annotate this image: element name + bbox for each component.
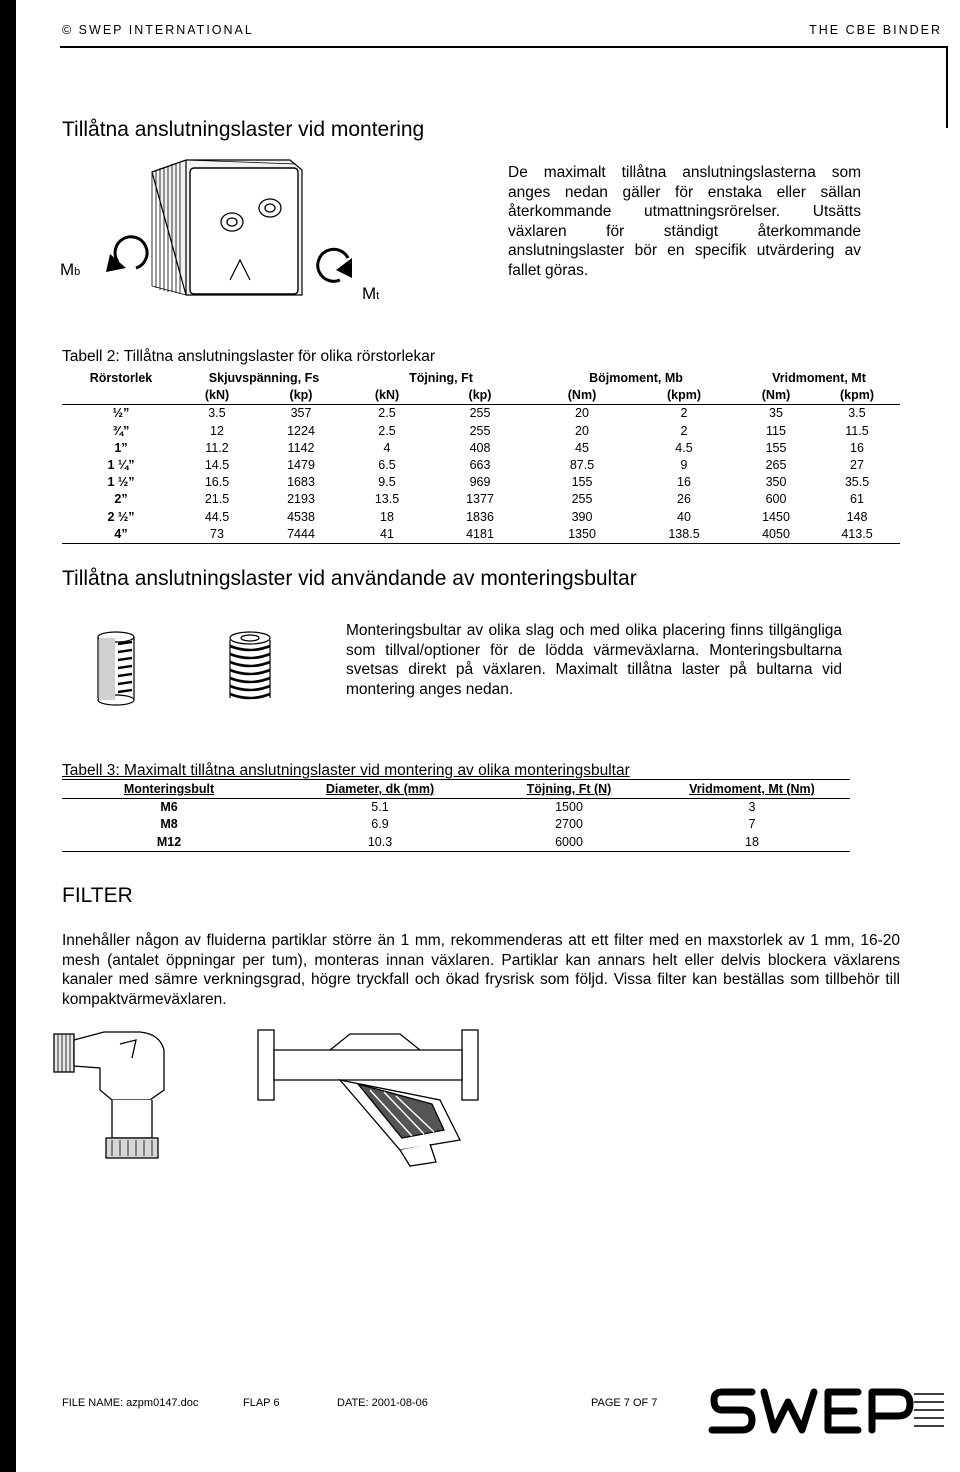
table3-body	[62, 799, 850, 852]
table-header-cell: Töjning, Ft	[409, 371, 473, 385]
table-cell: 1450	[762, 509, 790, 524]
table-cell: 138.5	[630, 526, 738, 544]
section-title-mounting-bolts: Tillåtna anslutningslaster vid användande av monteringsbultar	[62, 567, 637, 590]
table-row	[62, 491, 900, 508]
table-cell: 255	[469, 423, 491, 438]
table-cell: 9	[680, 458, 688, 473]
table-header-cell: Diameter, dk (mm)	[276, 781, 484, 799]
table-cell: 413.5	[814, 526, 900, 544]
pipe-size-cell: 4”	[62, 526, 180, 544]
footer-flap: FLAP 6	[243, 1397, 280, 1409]
table-header-cell: Rörstorlek	[89, 371, 153, 385]
pipe-size-cell: ¾”	[112, 423, 130, 438]
pipe-size-cell: 2 ½”	[107, 509, 135, 524]
table-cell: 9.5	[378, 475, 396, 490]
table-cell: 155	[571, 475, 593, 490]
table-cell: 663	[469, 458, 491, 473]
table-cell: 1479	[287, 458, 315, 473]
table-row	[62, 509, 900, 526]
table-unit-cell: (Nm)	[534, 387, 630, 405]
table-cell: 11.2	[205, 440, 229, 455]
table-unit-cell: (kp)	[254, 387, 348, 405]
swep-logo	[708, 1382, 948, 1442]
table-row	[62, 834, 850, 852]
table-cell: 115	[766, 423, 786, 438]
table-unit-cell: (Nm)	[738, 387, 814, 405]
bolt-size-cell: M6	[160, 800, 178, 815]
table-cell: 14.5	[204, 458, 230, 473]
mounting-bolts-paragraph: Monteringsbultar av olika slag och med olika placering finns tillgängliga som tillval/optioner för de lödda värmeväxlarna. Monteringsbultarna svetsas direkt på växlaren. Maximalt tillåtna laster på bultarna vid montering anges nedan.	[346, 622, 842, 698]
table-row	[62, 423, 900, 440]
table-row	[62, 474, 900, 491]
table3-top-rule	[62, 779, 850, 780]
table-cell: 2193	[287, 492, 315, 507]
table-cell: 2.5	[378, 406, 396, 421]
table-cell: 1377	[466, 492, 494, 507]
filter-paragraph: Innehåller någon av fluiderna partiklar större än 1 mm, rekommenderas att ett filter med en maxstorlek av 1 mm, 16-20 mesh (antalet öppningar per tum), monteras innan växlaren. Partiklar kan annars helt eller delvis blockera växlarens kanaler med sämre verkningsgrad, högre tryckfall och ökad frysrisk som följd. Vissa filter kan beställas som tillbehör till kompaktvärmeväxlaren.	[62, 932, 900, 1008]
table-cell: 155	[765, 440, 787, 455]
table-cell: 87.5	[569, 458, 595, 473]
table-cell: 18	[654, 834, 850, 852]
table-cell: 1683	[287, 475, 315, 490]
table-cell: 61	[850, 492, 864, 507]
table-cell: 6.9	[371, 817, 389, 832]
mounting-loads-paragraph: De maximalt tillåtna anslutningslasterna som anges nedan gäller för enstaka eller sällan återkommande utmattningsrörelser. Utsätts växlaren för ständigt återkommande anslutningslaster bör en specifik utvärdering av fallet göras.	[508, 164, 861, 279]
table-unit-cell: (kN)	[180, 387, 254, 405]
bolt-size-cell: M12	[62, 834, 276, 852]
table-unit-cell: (kN)	[348, 387, 426, 405]
table-row	[62, 405, 900, 423]
footer-file-name: FILE NAME: azpm0147.doc	[62, 1397, 199, 1409]
table-header-cell: Monteringsbult	[62, 781, 276, 799]
table-cell: 20	[575, 423, 589, 438]
pipe-size-cell: 1 ½”	[107, 475, 135, 490]
table-cell: 6.5	[378, 458, 396, 473]
table-header-row	[62, 370, 900, 387]
table-cell: 6000	[484, 834, 654, 852]
table-cell: 2.5	[378, 423, 396, 438]
mounting-bolt-load-table	[62, 781, 850, 852]
table-row	[62, 816, 850, 833]
table-cell: 357	[290, 406, 312, 421]
table-cell: 40	[677, 509, 691, 524]
table-header-cell: Vridmoment, Mt (Nm)	[654, 781, 850, 799]
bolt-size-cell: M8	[160, 817, 178, 832]
table-cell: 600	[765, 492, 787, 507]
table2-body	[62, 405, 900, 544]
section-title-filter: FILTER	[62, 884, 133, 907]
table-cell: 35.5	[844, 475, 870, 490]
table-cell: 26	[677, 492, 691, 507]
table-row	[62, 440, 900, 457]
table-header-cell: Böjmoment, Mb	[589, 371, 683, 385]
table-cell: 11.5	[845, 423, 869, 438]
table-row	[62, 526, 900, 544]
header-right: THE CBE BINDER	[809, 23, 942, 37]
table-row	[62, 799, 850, 817]
table-cell: 1350	[534, 526, 630, 544]
table-cell: 350	[765, 475, 787, 490]
right-edge-mark	[946, 46, 948, 128]
table-cell: 148	[846, 509, 868, 524]
table-cell: 18	[380, 509, 394, 524]
table-cell: 4	[383, 440, 391, 455]
pipe-size-cell: 1 ¼”	[107, 458, 135, 473]
table-header-cell: Töjning, Ft (N)	[484, 781, 654, 799]
table-cell: 73	[180, 526, 254, 544]
table-header-cell: Vridmoment, Mt	[772, 371, 866, 385]
table-cell: 2	[680, 406, 688, 421]
label-torsion-moment: Mt	[362, 284, 380, 303]
table-cell: 1836	[466, 509, 494, 524]
table-cell: 7	[748, 817, 756, 832]
table-cell: 27	[850, 458, 864, 473]
table-cell: 255	[571, 492, 593, 507]
table-cell: 4050	[738, 526, 814, 544]
table-unit-row	[62, 387, 900, 405]
table-cell: 45	[575, 440, 589, 455]
table-cell: 3.5	[208, 406, 226, 421]
table-header-row	[62, 781, 850, 799]
table-cell: 21.5	[204, 492, 230, 507]
table-cell: 41	[348, 526, 426, 544]
heat-exchanger-illustration	[90, 150, 370, 310]
table-cell: 44.5	[204, 509, 230, 524]
table2-caption: Tabell 2: Tillåtna anslutningslaster för olika rörstorlekar	[62, 348, 436, 365]
mounting-bolt-illustration	[88, 628, 308, 708]
table-unit-cell: (kpm)	[630, 387, 738, 405]
table-cell: 4538	[287, 509, 315, 524]
table-cell: 408	[469, 440, 491, 455]
table-cell: 255	[469, 406, 491, 421]
pipe-size-load-table	[62, 370, 900, 544]
table-cell: 16	[850, 440, 864, 455]
footer-date: DATE: 2001-08-06	[337, 1397, 428, 1409]
table-cell: 16	[677, 475, 691, 490]
section-title-mounting-loads: Tillåtna anslutningslaster vid montering	[62, 118, 425, 141]
table-cell: 1142	[287, 440, 315, 455]
table-cell: 969	[469, 475, 491, 490]
table-row	[62, 457, 900, 474]
footer-page: PAGE 7 OF 7	[591, 1397, 658, 1409]
label-bending-moment: Mb	[60, 260, 81, 279]
table-cell: 7444	[254, 526, 348, 544]
table-cell: 1500	[555, 800, 583, 815]
table3-caption: Tabell 3: Maximalt tillåtna anslutningslaster vid montering av olika monteringsbultar	[62, 762, 630, 779]
table-cell: 390	[571, 509, 593, 524]
table-cell: 3	[748, 800, 756, 815]
table-cell: 12	[210, 423, 224, 438]
pipe-size-cell: 1”	[114, 440, 128, 455]
filter-illustration	[40, 1020, 560, 1170]
table-cell: 4181	[426, 526, 534, 544]
table-cell: 3.5	[848, 406, 866, 421]
table-cell: 1224	[287, 423, 315, 438]
table-cell: 4.5	[675, 440, 693, 455]
table-unit-cell: (kp)	[426, 387, 534, 405]
table-header-cell: Skjuvspänning, Fs	[208, 371, 320, 385]
table-cell: 10.3	[276, 834, 484, 852]
table-unit-cell: (kpm)	[814, 387, 900, 405]
table-cell: 16.5	[204, 475, 230, 490]
pipe-size-cell: 2”	[114, 492, 128, 507]
header-left: © SWEP INTERNATIONAL	[62, 23, 254, 37]
table-cell: 2700	[555, 817, 583, 832]
left-binder-bar	[0, 0, 16, 1472]
pipe-size-cell: ½”	[112, 406, 130, 421]
table-cell: 13.5	[374, 492, 400, 507]
table-cell: 5.1	[371, 800, 389, 815]
header-rule	[60, 46, 948, 48]
table-cell: 35	[769, 406, 783, 421]
table-cell: 20	[575, 406, 589, 421]
table-cell: 265	[765, 458, 787, 473]
table-cell: 2	[680, 423, 688, 438]
